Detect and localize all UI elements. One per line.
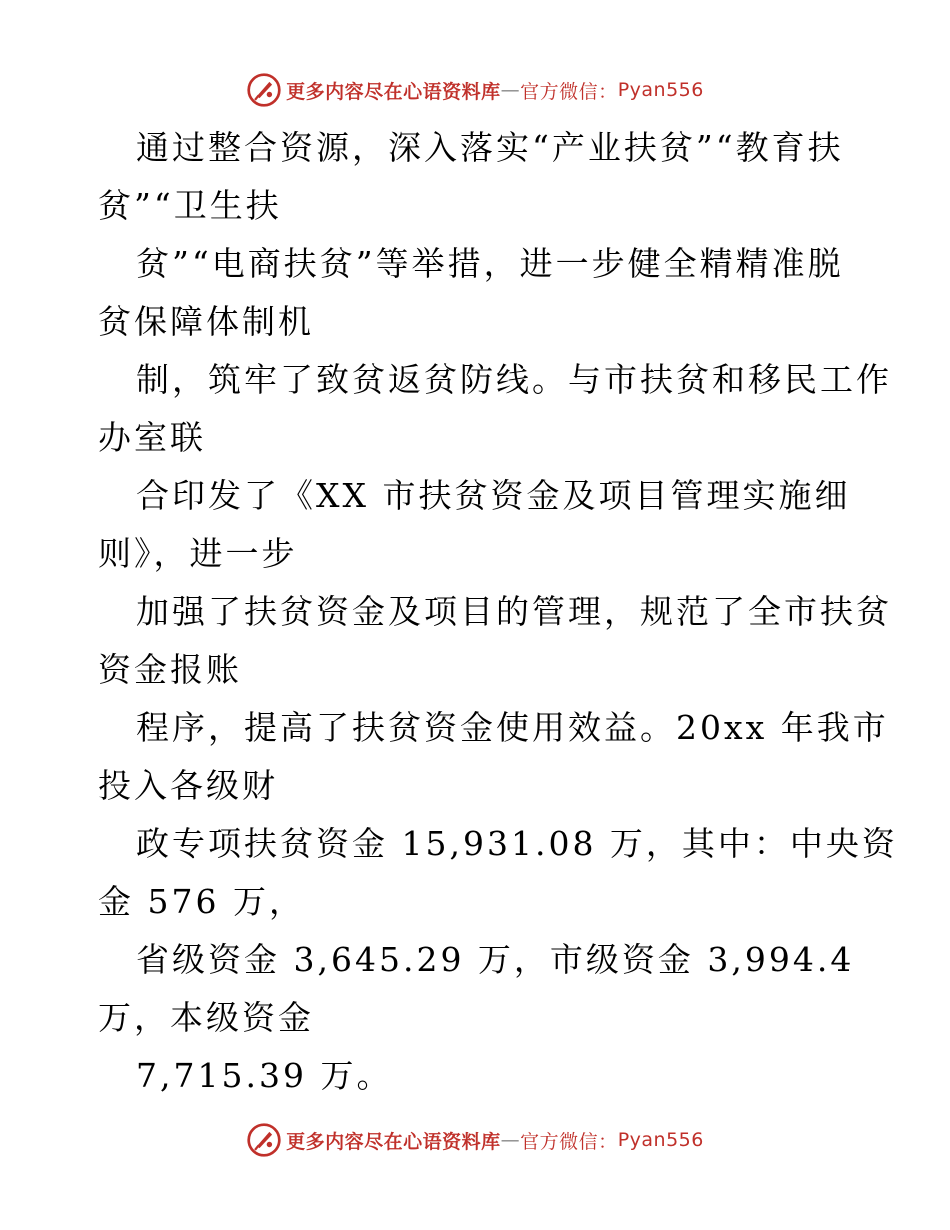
paragraph-line-16: 万，本级资金 [98,998,314,1037]
paragraph-line-10: 资金报账 [98,650,242,689]
paragraph-line-3: 贫”“电商扶贫”等举措，进一步健全精精准脱 [136,244,844,283]
paragraph-line-11: 程序，提高了扶贫资金使用效益。20xx 年我市 [136,708,889,747]
banner-dash: — [500,79,521,101]
paragraph-line-17: 7,715.39 万。 [136,1056,393,1095]
footer-banner [0,1120,950,1160]
banner-wechat-account: Pyan556 [617,1129,704,1151]
quill-logo-icon [246,1122,282,1158]
banner-dash: — [500,1129,521,1151]
paragraph-line-15: 省级资金 3,645.29 万，市级资金 3,994.4 [136,940,855,979]
paragraph-line-6: 办室联 [98,418,206,457]
banner-title: 更多内容尽在心语资料库 [286,80,501,103]
paragraph-line-14: 金 576 万， [98,882,305,921]
paragraph-line-7: 合印发了《XX 市扶贫资金及项目管理实施细 [136,476,851,515]
paragraph-line-9: 加强了扶贫资金及项目的管理，规范了全市扶贫 [136,592,892,631]
banner-wechat-label: 官方微信： [520,80,618,103]
banner-title: 更多内容尽在心语资料库 [286,1130,501,1153]
banner-wechat-account: Pyan556 [617,79,704,101]
header-banner [0,70,950,110]
paragraph-line-8: 则》，进一步 [98,534,298,573]
paragraph-line-12: 投入各级财 [98,766,278,805]
paragraph-line-5: 制，筑牢了致贫返贫防线。与市扶贫和移民工作 [136,360,892,399]
banner-wechat-label: 官方微信： [520,1130,618,1153]
paragraph-line-1: 通过整合资源，深入落实“产业扶贫”“教育扶 [136,128,844,167]
quill-logo-icon [246,72,282,108]
paragraph-line-13: 政专项扶贫资金 15,931.08 万，其中：中央资 [136,824,898,863]
paragraph-line-2: 贫”“卫生扶 [98,186,282,225]
paragraph-line-4: 贫保障体制机 [98,302,314,341]
